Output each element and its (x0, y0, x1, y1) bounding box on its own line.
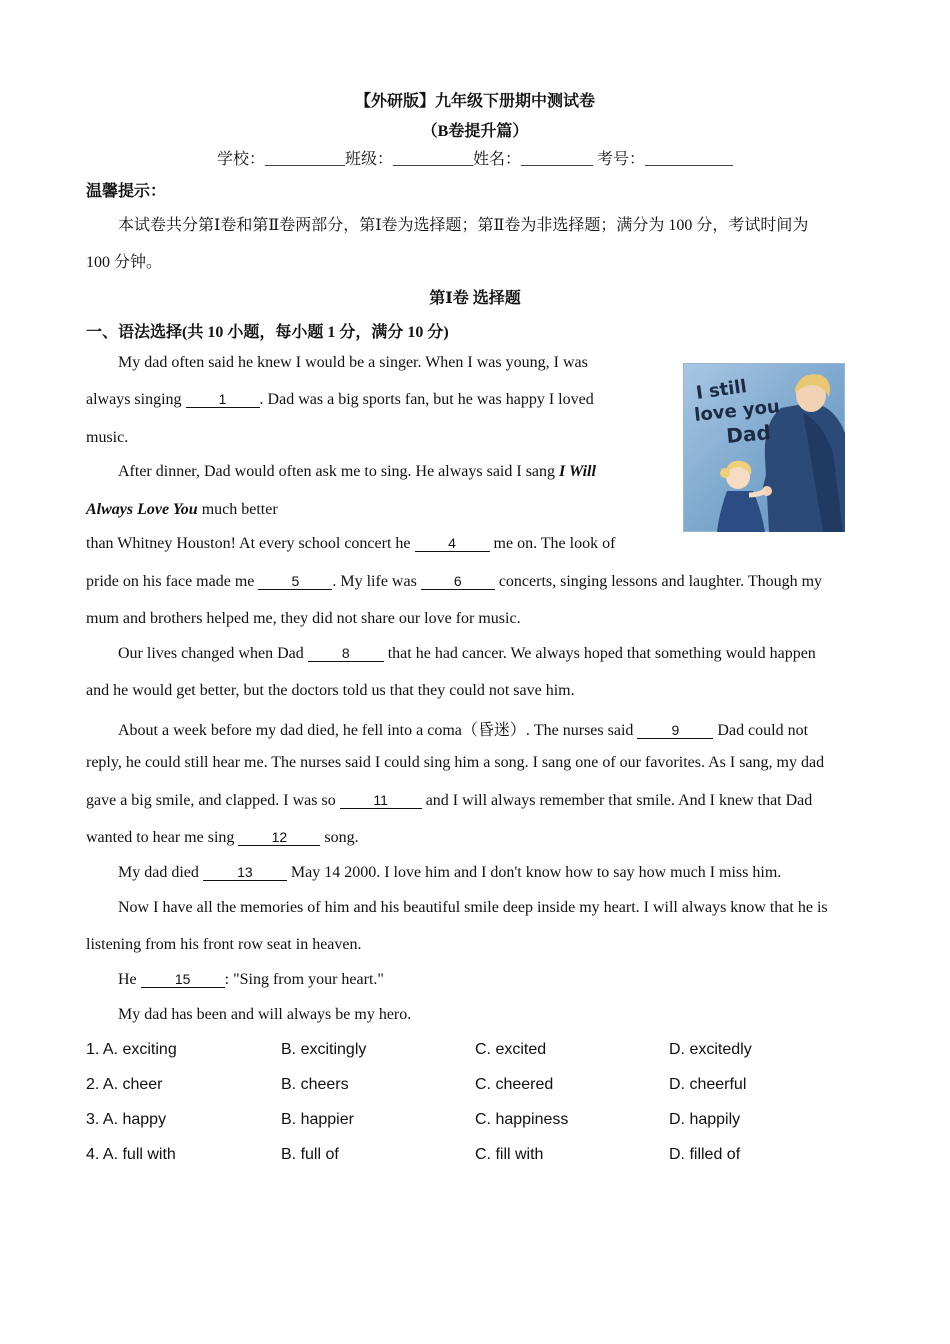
passage-line (86, 573, 822, 591)
q3-option-c: C. happiness (475, 1111, 569, 1128)
q4-option-c: C. fill with (475, 1146, 544, 1163)
q4-option-d: D. filled of (669, 1146, 741, 1163)
passage-line: Now I have all the memories of him and his beautiful smile deep inside my heart. I will always know that he is (118, 899, 828, 916)
passage-text: much better (197, 501, 278, 518)
exam-title: 【外研版】九年级下册期中测试卷 (354, 93, 595, 110)
student-info-line: 学校：__________班级：__________姓名：_________ 考号：___________ (216, 151, 733, 168)
q1-option-b: B. excitingly (281, 1041, 367, 1058)
song-title: I Will (559, 463, 596, 480)
passage-line (118, 463, 596, 481)
q2-option-b: B. cheers (281, 1076, 349, 1093)
q3-option-a: 3. A. happy (86, 1111, 167, 1128)
blank-13: 13 (203, 864, 287, 881)
passage-line (118, 645, 816, 663)
passage-line (86, 792, 812, 810)
passage-text: concerts, singing lessons and laughter. Though my (494, 573, 823, 590)
blank-8: 8 (308, 645, 384, 662)
q2-option-d: D. cheerful (669, 1076, 747, 1093)
part1-heading: 第Ⅰ卷 选择题 (429, 290, 521, 307)
passage-text: me on. The look of (489, 535, 616, 552)
cover-title-line2: love you (693, 396, 781, 426)
passage-text: About a week before my dad died, he fell into a coma（昏迷）. The nurses said (118, 722, 638, 739)
blank-1: 1 (186, 391, 260, 408)
tips-line-2: 100 分钟。 (86, 254, 163, 271)
passage-text: He (118, 971, 141, 988)
q1-option-d: D. excitedly (669, 1041, 752, 1058)
q1-option-c: C. excited (475, 1041, 547, 1058)
passage-text: than Whitney Houston! At every school concert he (86, 535, 415, 552)
passage-text: Dad could not (713, 722, 809, 739)
tips-heading: 温馨提示： (86, 183, 167, 200)
q4-option-b: B. full of (281, 1146, 339, 1163)
passage-text: : "Sing from your heart." (224, 971, 384, 988)
passage-text: My dad died (118, 864, 203, 881)
q3-option-d: D. happily (669, 1111, 741, 1128)
passage-line (86, 391, 594, 409)
cover-title-line1: I still (694, 376, 748, 404)
passage-text: that he had cancer. We always hoped that something would happen (383, 645, 816, 662)
passage-line: music. (86, 429, 129, 446)
passage-line (118, 971, 384, 989)
blank-12: 12 (238, 829, 320, 846)
passage-line: My dad often said he knew I would be a singer. When I was young, I was (118, 354, 588, 371)
blank-9: 9 (637, 722, 713, 739)
passage-line (86, 829, 359, 847)
passage-line: mum and brothers helped me, they did not share our love for music. (86, 610, 521, 627)
passage-text: pride on his face made me (86, 573, 259, 590)
passage-line (118, 864, 781, 882)
q2-option-c: C. cheered (475, 1076, 554, 1093)
tips-line-1: 本试卷共分第Ⅰ卷和第Ⅱ卷两部分，第Ⅰ卷为选择题；第Ⅱ卷为非选择题；满分为 100 分，考试时间为 (118, 217, 809, 234)
q3-option-b: B. happier (281, 1111, 354, 1128)
blank-6: 6 (421, 573, 495, 590)
passage-text: gave a big smile, and clapped. I was so (86, 792, 340, 809)
q2-option-a: 2. A. cheer (86, 1076, 163, 1093)
book-cover-illustration (683, 363, 845, 532)
q1-option-a: 1. A. exciting (86, 1041, 177, 1058)
passage-text: wanted to hear me sing (86, 829, 239, 846)
passage-line (118, 717, 808, 740)
blank-15: 15 (141, 971, 225, 988)
cover-title-line3: Dad (725, 420, 772, 448)
section-heading: 一、语法选择(共 10 小题，每小题 1 分，满分 10 分) (86, 324, 449, 341)
passage-line: My dad has been and will always be my hero. (118, 1006, 412, 1023)
passage-line (86, 535, 615, 553)
passage-text: always singing (86, 391, 186, 408)
passage-text: song. (320, 829, 359, 846)
passage-line: and he would get better, but the doctors told us that they could not save him. (86, 682, 575, 699)
song-title: Always Love You (86, 501, 198, 518)
exam-subtitle: （B卷提升篇） (421, 123, 529, 140)
passage-line: listening from his front row seat in heaven. (86, 936, 362, 953)
q4-option-a: 4. A. full with (86, 1146, 176, 1163)
passage-text: After dinner, Dad would often ask me to sing. He always said I sang (118, 463, 560, 480)
passage-line: reply, he could still hear me. The nurses said I could sing him a song. I sang one of our favorites. As I sang, my dad (86, 754, 825, 771)
blank-11: 11 (340, 792, 422, 809)
passage-text: . My life was (332, 573, 421, 590)
passage-text: Our lives changed when Dad (118, 645, 308, 662)
passage-text: May 14 2000. I love him and I don't know how to say how much I miss him. (286, 864, 782, 881)
passage-text: . Dad was a big sports fan, but he was happy I loved (259, 391, 594, 408)
blank-5: 5 (258, 573, 332, 590)
passage-text: and I will always remember that smile. And I knew that Dad (421, 792, 813, 809)
blank-4: 4 (415, 535, 490, 552)
passage-line (86, 501, 278, 519)
